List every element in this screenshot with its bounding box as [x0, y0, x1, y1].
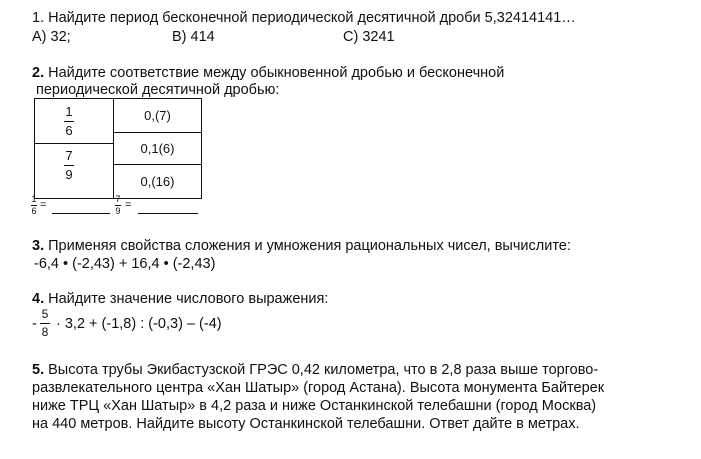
- q1-number: 1.: [32, 10, 45, 26]
- q4-fraction-5-8: [40, 308, 50, 339]
- fraction-numerator: 1: [65, 104, 73, 119]
- answer-equals-2: =: [125, 199, 132, 211]
- answer-fraction-1-6: [31, 195, 37, 216]
- decimal-cell-3: 0,(16): [114, 165, 202, 199]
- fraction-denominator: 8: [41, 325, 49, 339]
- q1-text: Найдите период бесконечной периодической десятичной дроби 5,32414141…: [48, 10, 576, 26]
- answer-blank-1[interactable]: [52, 213, 110, 214]
- fraction-denominator: 6: [65, 123, 73, 138]
- fraction-bar: [64, 165, 74, 166]
- fraction-denominator: 6: [31, 206, 37, 216]
- q1-line: [32, 10, 576, 27]
- fraction-cell-2: [35, 144, 114, 199]
- q3-line: [32, 238, 571, 255]
- q5-number: 5.: [32, 362, 45, 378]
- q5-line1: [32, 362, 598, 379]
- fraction-denominator: 9: [65, 167, 73, 182]
- matching-table: [34, 98, 202, 199]
- fraction-bar: [40, 323, 50, 324]
- q3-expression: -6,4 • (-2,43) + 16,4 • (-2,43): [34, 256, 216, 272]
- q3-number: 3.: [32, 238, 45, 254]
- q3-text: Применяя свойства сложения и умножения рациональных чисел, вычислите:: [48, 238, 571, 254]
- fraction-7-9: [64, 149, 74, 182]
- q1-option-b: B) 414: [172, 29, 215, 45]
- q4-minus-sign: -: [32, 316, 37, 332]
- q4-expression: · 3,2 + (-1,8) : (-0,3) – (-4): [56, 316, 222, 332]
- q2-text-line2: периодической десятичной дробью:: [36, 82, 280, 98]
- answer-equals-1: =: [40, 199, 47, 211]
- q5-text-line1: Высота трубы Экибастузской ГРЭС 0,42 километра, что в 2,8 раза выше торгово-: [48, 362, 599, 378]
- q2-number: 2.: [32, 65, 45, 81]
- fraction-bar: [64, 121, 74, 122]
- fraction-numerator: 7: [115, 194, 121, 204]
- decimal-cell-2: 0,1(6): [114, 133, 202, 165]
- fraction-cell-1: [35, 99, 114, 144]
- q4-line: [32, 291, 328, 308]
- decimal-cell-1: 0,(7): [114, 99, 202, 133]
- fraction-numerator: 1: [31, 194, 37, 204]
- q2-text-line1: Найдите соответствие между обыкновенной дробью и бесконечной: [48, 65, 505, 81]
- fraction-numerator: 7: [65, 148, 73, 163]
- q5-text-line4: на 440 метров. Найдите высоту Останкинской телебашни. Ответ дайте в метрах.: [32, 416, 580, 432]
- q5-text-line3: ниже ТРЦ «Хан Шатыр» в 4,2 раза и ниже Останкинской телебашни (город Москва): [32, 398, 597, 414]
- q4-number: 4.: [32, 291, 45, 307]
- q4-text: Найдите значение числового выражения:: [48, 291, 329, 307]
- fraction-1-6: [64, 105, 74, 138]
- q1-option-a: A) 32;: [32, 29, 71, 45]
- q1-option-c: C) 3241: [343, 29, 395, 45]
- answer-blank-2[interactable]: [138, 213, 198, 214]
- fraction-numerator: 5: [41, 307, 49, 321]
- q5-text-line2: развлекательного центра «Хан Шатыр» (город Астана). Высота монумента Байтерек: [32, 380, 605, 396]
- q2-line1: [32, 65, 504, 82]
- answer-fraction-7-9: [115, 195, 121, 216]
- fraction-denominator: 9: [115, 206, 121, 216]
